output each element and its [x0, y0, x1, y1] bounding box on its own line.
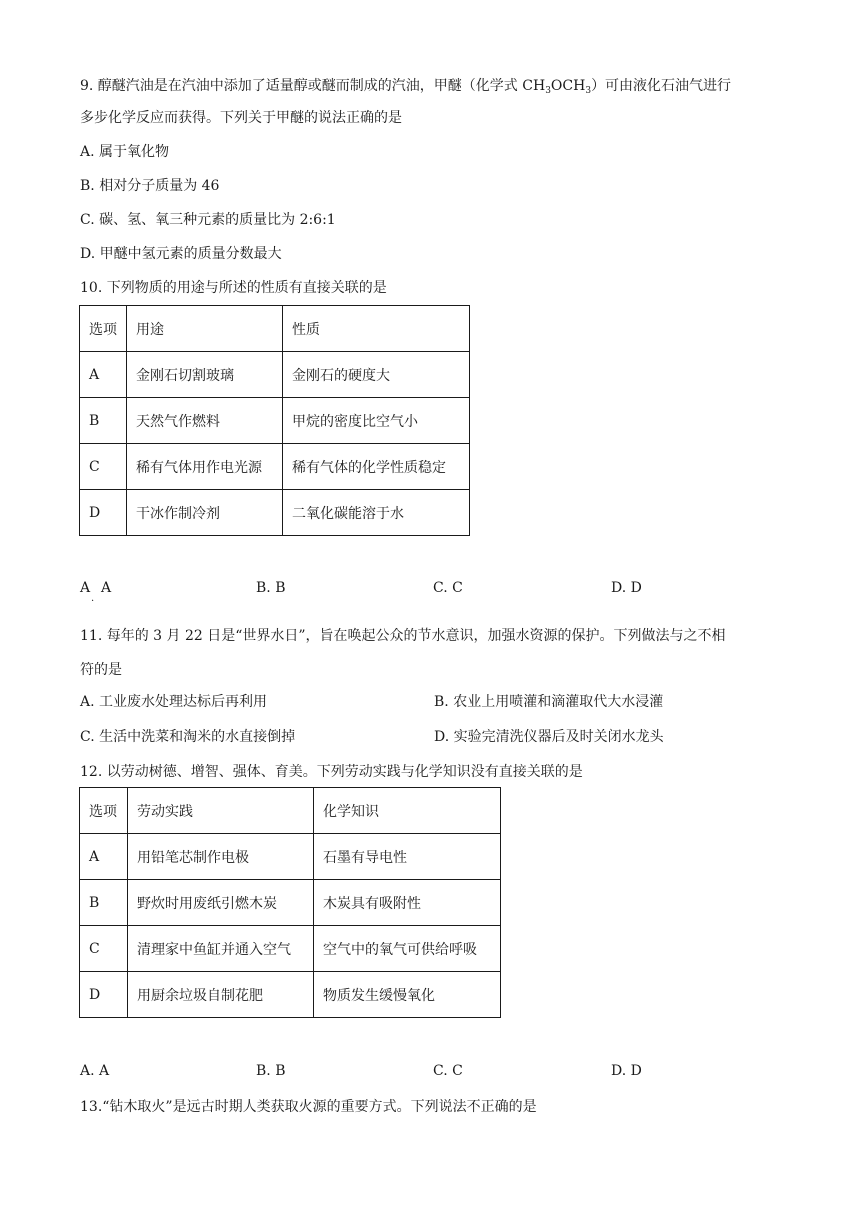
q13-stem: 13.“钻木取火”是远古时期人类获取火源的重要方式。下列说法不正确的是 — [80, 1099, 537, 1115]
q12-table — [79, 787, 501, 1018]
table-header-cell: 用途 — [127, 306, 283, 352]
table-row — [80, 398, 470, 444]
table-header-cell: 选项 — [80, 788, 128, 834]
table-cell: 用铅笔芯制作电极 — [128, 834, 314, 880]
formula-subscript: 3 — [585, 86, 592, 96]
q10-table — [79, 305, 470, 536]
formula-part: OCH — [550, 78, 586, 94]
table-cell: A — [80, 834, 128, 880]
q11-option-a: A. 工业废水处理达标后再利用 — [80, 694, 268, 710]
table-row — [80, 444, 470, 490]
table-cell: 稀有气体的化学性质稳定 — [283, 444, 470, 490]
q9-option-a: A. 属于氧化物 — [80, 144, 170, 160]
table-cell: 木炭具有吸附性 — [314, 880, 501, 926]
q11-option-d: D. 实验完清洗仪器后及时关闭水龙头 — [434, 729, 664, 745]
table-cell: 稀有气体用作电光源 — [127, 444, 283, 490]
q12-answer-b: B. B — [256, 1063, 286, 1079]
table-cell: 金刚石的硬度大 — [283, 352, 470, 398]
table-header-cell: 劳动实践 — [128, 788, 314, 834]
q10-answer-options — [80, 578, 780, 604]
table-cell: B — [80, 398, 127, 444]
table-cell: 甲烷的密度比空气小 — [283, 398, 470, 444]
table-cell: 石墨有导电性 — [314, 834, 501, 880]
q10-stem: 10. 下列物质的用途与所述的性质有直接关联的是 — [80, 280, 387, 296]
table-cell: D — [80, 490, 127, 536]
q12-answer-a: A. A — [80, 1063, 110, 1079]
q11-option-b: B. 农业上用喷灌和滴灌取代大水浸灌 — [434, 694, 664, 710]
table-cell: 用厨余垃圾自制花肥 — [128, 972, 314, 1018]
table-cell: C — [80, 926, 128, 972]
table-header-cell: 性质 — [283, 306, 470, 352]
formula-subscript: 3 — [545, 86, 551, 96]
q11-stem-line1: 11. 每年的 3 月 22 日是“世界水日”，旨在唤起公众的节水意识，加强水资源的保护。下列做法与之不相 — [80, 628, 726, 644]
q9-stem-line1 — [80, 76, 731, 96]
table-cell: D — [80, 972, 128, 1018]
table-cell: 二氧化碳能溶于水 — [283, 490, 470, 536]
q11-option-c: C. 生活中洗菜和淘米的水直接倒掉 — [80, 729, 296, 745]
q12-answer-d: D. D — [611, 1063, 642, 1079]
table-row — [80, 880, 501, 926]
q9-option-d: D. 甲醚中氢元素的质量分数最大 — [80, 246, 282, 262]
table-header-cell: 选项 — [80, 306, 127, 352]
q11-options-row2 — [80, 727, 780, 747]
table-cell: C — [80, 444, 127, 490]
q10-answer-d: D. D — [611, 580, 642, 596]
table-cell: B — [80, 880, 128, 926]
table-header-row — [80, 788, 501, 834]
q11-options-row1 — [80, 692, 780, 712]
table-cell: 清理家中鱼缸并通入空气 — [128, 926, 314, 972]
q12-stem: 12. 以劳动树德、增智、强体、育美。下列劳动实践与化学知识没有直接关联的是 — [80, 764, 583, 780]
q9-stem-line2: 多步化学反应而获得。下列关于甲醚的说法正确的是 — [80, 110, 402, 126]
table-cell: 野炊时用废纸引燃木炭 — [128, 880, 314, 926]
table-row — [80, 490, 470, 536]
formula-part: CH — [522, 78, 546, 94]
table-row — [80, 972, 501, 1018]
table-row — [80, 926, 501, 972]
table-cell: 空气中的氧气可供给呼吸 — [314, 926, 501, 972]
q10-answer-c: C. C — [433, 580, 463, 596]
q9-stem-before-formula: 9. 醇醚汽油是在汽油中添加了适量醇或醚而制成的汽油，甲醚（化学式 — [80, 78, 523, 94]
table-cell: 干冰作制冷剂 — [127, 490, 283, 536]
table-cell: 物质发生缓慢氧化 — [314, 972, 501, 1018]
q10-answer-b: B. B — [256, 580, 286, 596]
table-cell: 天然气作燃料 — [127, 398, 283, 444]
q9-option-c: C. 碳、氢、氧三种元素的质量比为 2:6:1 — [80, 212, 336, 228]
dot-mark: . — [91, 593, 95, 604]
q12-answer-c: C. C — [433, 1063, 463, 1079]
q12-answer-options — [80, 1061, 780, 1081]
q9-stem-after-formula: ）可由液化石油气进行 — [591, 78, 732, 94]
table-header-row — [80, 306, 470, 352]
table-row — [80, 834, 501, 880]
table-cell: 金刚石切割玻璃 — [127, 352, 283, 398]
q11-stem-line2: 符的是 — [80, 662, 122, 678]
table-row — [80, 352, 470, 398]
q10-answer-a-letter: A — [80, 580, 91, 596]
q10-answer-a-value: A — [101, 580, 112, 596]
table-cell: A — [80, 352, 127, 398]
table-header-cell: 化学知识 — [314, 788, 501, 834]
q9-option-b: B. 相对分子质量为 46 — [80, 178, 220, 194]
q9-formula — [522, 78, 591, 94]
